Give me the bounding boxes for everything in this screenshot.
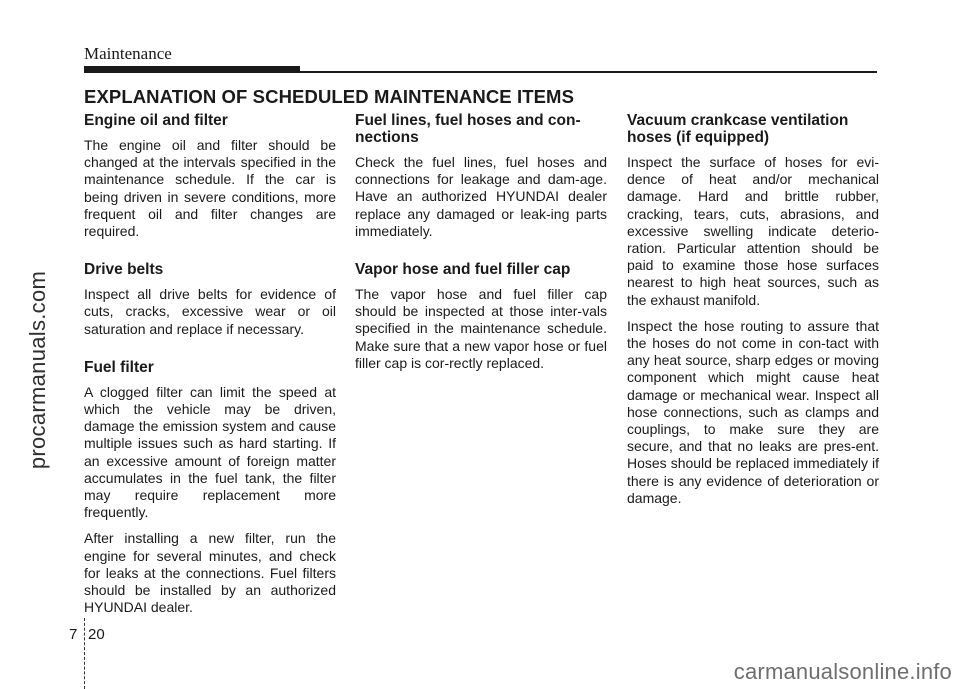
paragraph-vacuum-crankcase-2: Inspect the hose routing to assure that the hoses do not come in con-tact with any heat source, sharp edges or moving component which might cause heat damage or mechanical wear. Inspect all hose connections, such as clamps and couplings, to make sure they are secure, and that no leaks are pres-ent. Hoses should be replaced immediately if there is any evidence of deterioration or damage. [627, 317, 879, 506]
heading-engine-oil: Engine oil and filter [84, 112, 228, 129]
paragraph-vacuum-crankcase-1: Inspect the surface of hoses for evi-dence of heat and/or mechanical damage. Hard and brittle rubber, cracking, tears, cuts, abrasions, and excessive swelling indicate deterio-ration. Particular attention should be paid to examine those hose surfaces nearest to high heat sources, such as the exhaust manifold. [627, 154, 879, 308]
paragraph-fuel-lines: Check the fuel lines, fuel hoses and connections for leakage and dam-age. Have an authorized HYUNDAI dealer replace any damaged or leak-ing parts immediately. [355, 154, 607, 239]
heading-drive-belts: Drive belts [84, 261, 164, 279]
paragraph-fuel-filter-2: After installing a new filter, run the engine for several minutes, and check for leaks at the connections. Fuel filters should be installed by an authorized HYUNDAI dealer. [84, 530, 336, 616]
side-watermark: procarmanuals.com [25, 270, 50, 470]
paragraph-drive-belts: Inspect all drive belts for evidence of cuts, cracks, excessive wear or oil saturation and replace if necessary. [84, 286, 336, 337]
header-rule-thick [84, 66, 300, 73]
heading-vacuum-crankcase: Vacuum crankcase ventilation hoses (if equipped) [627, 112, 849, 146]
text-column-3 [627, 112, 879, 516]
section-title: EXPLANATION OF SCHEDULED MAINTENANCE ITEMS [84, 86, 575, 107]
paragraph-vapor-hose: The vapor hose and fuel filler cap should be inspected at those inter-vals specified in the maintenance schedule. Make sure that a new vapor hose or fuel filler cap is cor-rectly replaced. [355, 286, 607, 371]
paragraph-fuel-filter-1: A clogged filter can limit the speed at which the vehicle may be driven, damage the emission system and cause multiple issues such as hard starting. If an excessive amount of foreign matter accumulates in the fuel tank, the filter may require replacement more frequently. [84, 383, 336, 521]
heading-fuel-lines: Fuel lines, fuel hoses and con-nections [355, 112, 581, 146]
paragraph-engine-oil: The engine oil and filter should be changed at the intervals specified in the maintenance schedule. If the car is being driven in severe conditions, more frequent oil and filter changes are required. [84, 137, 336, 240]
chapter-number: 7 [69, 626, 78, 643]
heading-fuel-filter: Fuel filter [84, 358, 154, 376]
text-column-2 [355, 112, 607, 381]
text-column-1 [84, 112, 336, 625]
page-number: 20 [88, 626, 105, 643]
footer-divider [84, 618, 86, 689]
page-header-title: Maintenance [84, 44, 172, 63]
heading-vapor-hose: Vapor hose and fuel filler cap [355, 261, 571, 279]
header-rule-thin [300, 71, 877, 73]
bottom-watermark: carmanualsonline.info [733, 659, 952, 684]
